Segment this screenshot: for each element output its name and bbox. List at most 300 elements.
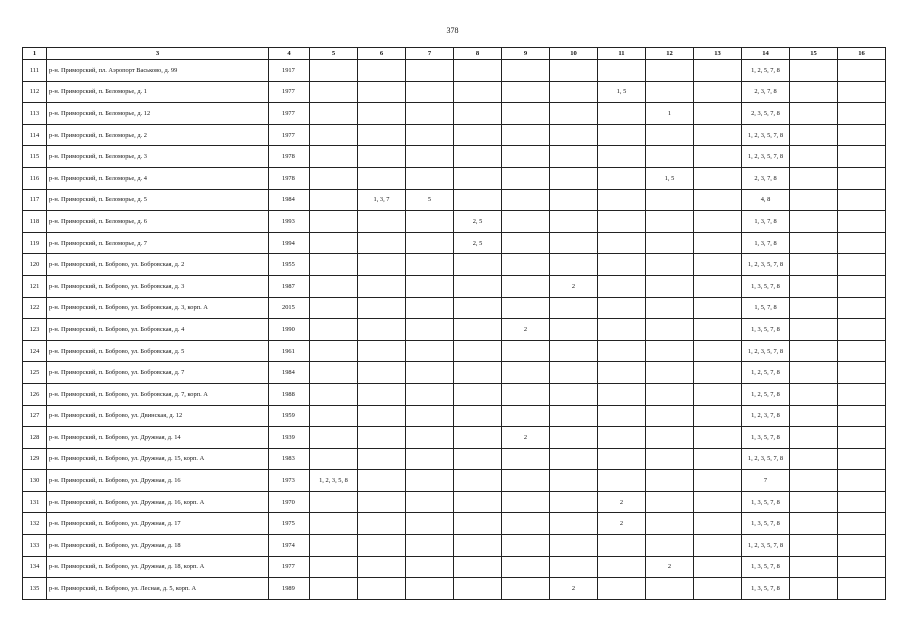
- table-cell: [310, 297, 358, 319]
- table-cell: [694, 556, 742, 578]
- table-row: [23, 60, 886, 82]
- year-cell: 1978: [269, 167, 310, 189]
- table-cell: [694, 383, 742, 405]
- table-cell: [838, 275, 886, 297]
- table-cell: [598, 427, 646, 449]
- table-cell: [406, 211, 454, 233]
- column-header: 5: [310, 48, 358, 60]
- table-cell: [406, 491, 454, 513]
- address-cell: р-н. Приморский, п. Боброво, ул. Дружная, д. 14: [47, 427, 269, 449]
- table-cell: [550, 81, 598, 103]
- table-cell: [502, 167, 550, 189]
- table-cell: [310, 513, 358, 535]
- table-cell: [838, 578, 886, 600]
- table-cell: [694, 124, 742, 146]
- table-cell: [790, 103, 838, 125]
- table-cell: 1, 3, 5, 7, 8: [742, 578, 790, 600]
- table-cell: [790, 427, 838, 449]
- table-row: [23, 405, 886, 427]
- year-cell: 1977: [269, 556, 310, 578]
- table-cell: [598, 254, 646, 276]
- table-cell: [454, 103, 502, 125]
- table-cell: [502, 383, 550, 405]
- table-cell: [502, 535, 550, 557]
- table-cell: [694, 167, 742, 189]
- table-cell: 2: [598, 513, 646, 535]
- table-cell: [502, 340, 550, 362]
- year-cell: 1987: [269, 275, 310, 297]
- address-cell: р-н. Приморский, п. Беломорье, д. 4: [47, 167, 269, 189]
- table-cell: [790, 319, 838, 341]
- table-cell: [550, 146, 598, 168]
- table-cell: 1, 2, 3, 5, 7, 8: [742, 254, 790, 276]
- table-cell: [358, 535, 406, 557]
- table-cell: [646, 427, 694, 449]
- table-cell: [406, 319, 454, 341]
- row-number-cell: 127: [23, 405, 47, 427]
- table-cell: [550, 211, 598, 233]
- table-cell: 1, 2, 3, 5, 7, 8: [742, 535, 790, 557]
- year-cell: 1977: [269, 103, 310, 125]
- table-cell: [502, 556, 550, 578]
- table-row: [23, 189, 886, 211]
- table-cell: 2, 3, 5, 7, 8: [742, 103, 790, 125]
- table-cell: [838, 319, 886, 341]
- table-cell: [358, 297, 406, 319]
- table-cell: [502, 297, 550, 319]
- table-cell: [838, 383, 886, 405]
- table-cell: [694, 448, 742, 470]
- table-cell: [598, 167, 646, 189]
- table-cell: [598, 470, 646, 492]
- table-cell: [646, 578, 694, 600]
- table-cell: [646, 491, 694, 513]
- column-header: 10: [550, 48, 598, 60]
- table-cell: [646, 448, 694, 470]
- table-cell: [790, 254, 838, 276]
- table-cell: [310, 103, 358, 125]
- table-cell: [790, 340, 838, 362]
- table-cell: 2, 5: [454, 211, 502, 233]
- table-cell: [454, 556, 502, 578]
- table-cell: [310, 60, 358, 82]
- table-body: [23, 60, 886, 600]
- table-cell: [694, 319, 742, 341]
- table-cell: [790, 405, 838, 427]
- table-cell: [310, 383, 358, 405]
- row-number-cell: 114: [23, 124, 47, 146]
- row-number-cell: 134: [23, 556, 47, 578]
- table-cell: [502, 448, 550, 470]
- table-cell: 1, 2, 3, 5, 8: [310, 470, 358, 492]
- table-cell: [694, 211, 742, 233]
- table-cell: 1, 3, 5, 7, 8: [742, 491, 790, 513]
- table-cell: [598, 535, 646, 557]
- year-cell: 1961: [269, 340, 310, 362]
- table-cell: [406, 448, 454, 470]
- table-cell: 1, 2, 3, 5, 7, 8: [742, 124, 790, 146]
- table-cell: [358, 340, 406, 362]
- table-cell: [310, 232, 358, 254]
- table-cell: [454, 189, 502, 211]
- table-row: [23, 146, 886, 168]
- address-cell: р-н. Приморский, п. Боброво, ул. Лесная, д. 5, корп. А: [47, 578, 269, 600]
- table-cell: [646, 60, 694, 82]
- address-cell: р-н. Приморский, п. Боброво, ул. Бобровская, д. 3, корп. А: [47, 297, 269, 319]
- table-cell: [454, 167, 502, 189]
- table-cell: [406, 427, 454, 449]
- table-cell: [838, 60, 886, 82]
- table-cell: [838, 535, 886, 557]
- year-cell: 1988: [269, 383, 310, 405]
- row-number-cell: 129: [23, 448, 47, 470]
- year-cell: 1959: [269, 405, 310, 427]
- row-number-cell: 115: [23, 146, 47, 168]
- table-cell: [694, 491, 742, 513]
- table-row: [23, 491, 886, 513]
- table-cell: [790, 535, 838, 557]
- table-cell: [406, 146, 454, 168]
- table-cell: 2: [502, 319, 550, 341]
- column-header: 3: [47, 48, 269, 60]
- table-cell: [502, 124, 550, 146]
- address-cell: р-н. Приморский, п. Боброво, ул. Бобровская, д. 3: [47, 275, 269, 297]
- table-cell: 1, 3, 7, 8: [742, 211, 790, 233]
- table-cell: [358, 491, 406, 513]
- table-row: [23, 470, 886, 492]
- table-cell: [838, 189, 886, 211]
- row-number-cell: 135: [23, 578, 47, 600]
- table-cell: [310, 124, 358, 146]
- table-cell: [646, 405, 694, 427]
- table-cell: 1, 5: [646, 167, 694, 189]
- table-cell: [550, 535, 598, 557]
- table-cell: [790, 383, 838, 405]
- table-cell: [310, 167, 358, 189]
- table-row: [23, 427, 886, 449]
- table-cell: [790, 146, 838, 168]
- table-cell: [694, 535, 742, 557]
- row-number-cell: 125: [23, 362, 47, 384]
- table-cell: [502, 578, 550, 600]
- address-cell: р-н. Приморский, п. Боброво, ул. Бобровская, д. 5: [47, 340, 269, 362]
- table-cell: [694, 232, 742, 254]
- table-cell: [838, 427, 886, 449]
- table-cell: 1, 3, 5, 7, 8: [742, 513, 790, 535]
- address-cell: р-н. Приморский, п. Беломорье, д. 1: [47, 81, 269, 103]
- table-cell: [310, 362, 358, 384]
- table-cell: [550, 556, 598, 578]
- table-cell: [838, 103, 886, 125]
- year-cell: 1978: [269, 146, 310, 168]
- address-cell: р-н. Приморский, п. Боброво, ул. Дружная, д. 17: [47, 513, 269, 535]
- table-cell: [694, 340, 742, 362]
- table-cell: [358, 60, 406, 82]
- address-cell: р-н. Приморский, п. Боброво, ул. Двинская, д. 12: [47, 405, 269, 427]
- table-cell: [406, 362, 454, 384]
- table-cell: [310, 146, 358, 168]
- table-cell: [502, 491, 550, 513]
- table-cell: [310, 427, 358, 449]
- table-row: [23, 81, 886, 103]
- row-number-cell: 132: [23, 513, 47, 535]
- table-row: [23, 513, 886, 535]
- table-cell: [790, 513, 838, 535]
- column-header: 16: [838, 48, 886, 60]
- table-cell: [550, 513, 598, 535]
- table-row: [23, 448, 886, 470]
- table-cell: [358, 232, 406, 254]
- table-cell: [838, 232, 886, 254]
- year-cell: 1989: [269, 578, 310, 600]
- row-number-cell: 117: [23, 189, 47, 211]
- table-cell: 1, 5, 7, 8: [742, 297, 790, 319]
- column-header: 7: [406, 48, 454, 60]
- table-row: [23, 167, 886, 189]
- column-header: 8: [454, 48, 502, 60]
- table-cell: [310, 578, 358, 600]
- table-cell: [358, 81, 406, 103]
- year-cell: 1939: [269, 427, 310, 449]
- table-cell: [598, 124, 646, 146]
- column-header: 6: [358, 48, 406, 60]
- table-cell: [310, 405, 358, 427]
- table-cell: [406, 405, 454, 427]
- table-cell: [550, 189, 598, 211]
- register-table: [22, 47, 886, 600]
- table-cell: [310, 211, 358, 233]
- address-cell: р-н. Приморский, п. Боброво, ул. Бобровская, д. 2: [47, 254, 269, 276]
- table-cell: [646, 81, 694, 103]
- table-cell: [406, 535, 454, 557]
- table-cell: [406, 81, 454, 103]
- table-cell: [454, 427, 502, 449]
- table-cell: [838, 211, 886, 233]
- table-cell: [454, 275, 502, 297]
- table-cell: [454, 491, 502, 513]
- row-number-cell: 111: [23, 60, 47, 82]
- table-cell: 1: [646, 103, 694, 125]
- table-cell: [694, 81, 742, 103]
- year-cell: 1917: [269, 60, 310, 82]
- year-cell: 1973: [269, 470, 310, 492]
- year-cell: 1994: [269, 232, 310, 254]
- table-cell: [502, 60, 550, 82]
- year-cell: 1983: [269, 448, 310, 470]
- table-cell: [598, 448, 646, 470]
- table-cell: [790, 470, 838, 492]
- table-cell: 1, 3, 5, 7, 8: [742, 427, 790, 449]
- table-row: [23, 319, 886, 341]
- table-cell: [598, 103, 646, 125]
- table-cell: [358, 319, 406, 341]
- table-cell: [838, 146, 886, 168]
- table-cell: 2, 3, 7, 8: [742, 167, 790, 189]
- table-cell: [598, 211, 646, 233]
- year-cell: 1970: [269, 491, 310, 513]
- table-cell: [790, 60, 838, 82]
- table-cell: [790, 189, 838, 211]
- table-cell: 1, 3, 5, 7, 8: [742, 275, 790, 297]
- table-cell: 1, 3, 5, 7, 8: [742, 556, 790, 578]
- row-number-cell: 121: [23, 275, 47, 297]
- address-cell: р-н. Приморский, п. Беломорье, д. 7: [47, 232, 269, 254]
- table-cell: [694, 103, 742, 125]
- address-cell: р-н. Приморский, п. Беломорье, д. 2: [47, 124, 269, 146]
- table-cell: 5: [406, 189, 454, 211]
- table-cell: [790, 232, 838, 254]
- table-cell: 2: [550, 275, 598, 297]
- table-cell: [406, 513, 454, 535]
- table-cell: [454, 362, 502, 384]
- address-cell: р-н. Приморский, п. Беломорье, д. 5: [47, 189, 269, 211]
- table-cell: [646, 362, 694, 384]
- address-cell: р-н. Приморский, п. Боброво, ул. Дружная, д. 18, корп. А: [47, 556, 269, 578]
- address-cell: р-н. Приморский, п. Боброво, ул. Дружная, д. 16, корп. А: [47, 491, 269, 513]
- table-cell: [646, 319, 694, 341]
- table-cell: [454, 340, 502, 362]
- table-cell: [310, 81, 358, 103]
- table-cell: [502, 146, 550, 168]
- row-number-cell: 131: [23, 491, 47, 513]
- table-cell: [598, 275, 646, 297]
- table-cell: [598, 60, 646, 82]
- table-cell: [838, 297, 886, 319]
- table-cell: [310, 254, 358, 276]
- table-cell: [838, 448, 886, 470]
- row-number-cell: 119: [23, 232, 47, 254]
- table-row: [23, 124, 886, 146]
- table-cell: [838, 340, 886, 362]
- table-cell: 2: [550, 578, 598, 600]
- table-cell: [358, 124, 406, 146]
- table-cell: [454, 383, 502, 405]
- table-cell: [358, 146, 406, 168]
- table-cell: [454, 405, 502, 427]
- table-cell: [646, 211, 694, 233]
- table-cell: [790, 448, 838, 470]
- table-cell: [550, 470, 598, 492]
- table-cell: [358, 405, 406, 427]
- table-cell: 2: [502, 427, 550, 449]
- table-cell: [550, 254, 598, 276]
- table-cell: 1, 5: [598, 81, 646, 103]
- address-cell: р-н. Приморский, п. Беломорье, д. 12: [47, 103, 269, 125]
- table-cell: [838, 513, 886, 535]
- table-cell: [550, 297, 598, 319]
- table-cell: [406, 60, 454, 82]
- table-cell: [838, 167, 886, 189]
- row-number-cell: 128: [23, 427, 47, 449]
- table-cell: [790, 124, 838, 146]
- table-cell: [838, 124, 886, 146]
- table-cell: [454, 448, 502, 470]
- table-cell: [694, 60, 742, 82]
- table-cell: [454, 578, 502, 600]
- table-row: [23, 275, 886, 297]
- table-cell: [358, 254, 406, 276]
- table-cell: [502, 405, 550, 427]
- table-cell: [502, 103, 550, 125]
- table-cell: [502, 189, 550, 211]
- table-cell: [598, 319, 646, 341]
- table-cell: 7: [742, 470, 790, 492]
- table-cell: [694, 254, 742, 276]
- year-cell: 1955: [269, 254, 310, 276]
- table-cell: [694, 297, 742, 319]
- table-cell: 1, 2, 5, 7, 8: [742, 362, 790, 384]
- table-row: [23, 254, 886, 276]
- table-cell: [358, 275, 406, 297]
- address-cell: р-н. Приморский, п. Беломорье, д. 3: [47, 146, 269, 168]
- year-cell: 1993: [269, 211, 310, 233]
- table-cell: [646, 383, 694, 405]
- table-cell: [598, 340, 646, 362]
- table-cell: [646, 340, 694, 362]
- address-cell: р-н. Приморский, п. Боброво, ул. Дружная, д. 16: [47, 470, 269, 492]
- table-cell: 1, 2, 5, 7, 8: [742, 60, 790, 82]
- table-cell: [502, 254, 550, 276]
- table-cell: [838, 254, 886, 276]
- address-cell: р-н. Приморский, п. Боброво, ул. Бобровская, д. 4: [47, 319, 269, 341]
- table-cell: 1, 3, 7: [358, 189, 406, 211]
- table-cell: [694, 189, 742, 211]
- row-number-cell: 126: [23, 383, 47, 405]
- column-header: 15: [790, 48, 838, 60]
- table-cell: [406, 340, 454, 362]
- table-cell: 4, 8: [742, 189, 790, 211]
- table-cell: [406, 383, 454, 405]
- table-cell: [838, 362, 886, 384]
- table-row: [23, 556, 886, 578]
- row-number-cell: 120: [23, 254, 47, 276]
- table-cell: [646, 189, 694, 211]
- table-cell: 2, 5: [454, 232, 502, 254]
- address-cell: р-н. Приморский, п. Боброво, ул. Дружная, д. 15, корп. А: [47, 448, 269, 470]
- table-cell: [838, 470, 886, 492]
- table-cell: [598, 232, 646, 254]
- table-cell: [646, 297, 694, 319]
- table-cell: [838, 556, 886, 578]
- header-row: [23, 48, 886, 60]
- table-cell: [454, 297, 502, 319]
- table-cell: [454, 319, 502, 341]
- table-cell: [790, 275, 838, 297]
- row-number-cell: 130: [23, 470, 47, 492]
- table-cell: [550, 448, 598, 470]
- table-cell: [502, 275, 550, 297]
- year-cell: 1977: [269, 124, 310, 146]
- table-cell: [646, 146, 694, 168]
- table-cell: [694, 146, 742, 168]
- table-cell: 2, 3, 7, 8: [742, 81, 790, 103]
- table-cell: [358, 362, 406, 384]
- table-cell: [646, 254, 694, 276]
- table-cell: [790, 297, 838, 319]
- table-row: [23, 297, 886, 319]
- table-cell: [694, 362, 742, 384]
- table-row: [23, 340, 886, 362]
- address-cell: р-н. Приморский, п. Боброво, ул. Бобровская, д. 7, корп. А: [47, 383, 269, 405]
- table-cell: [358, 211, 406, 233]
- table-cell: [358, 448, 406, 470]
- table-cell: 1, 2, 3, 5, 7, 8: [742, 146, 790, 168]
- table-cell: [694, 405, 742, 427]
- table-cell: [838, 491, 886, 513]
- year-cell: 1974: [269, 535, 310, 557]
- year-cell: 1977: [269, 81, 310, 103]
- table-cell: 2: [598, 491, 646, 513]
